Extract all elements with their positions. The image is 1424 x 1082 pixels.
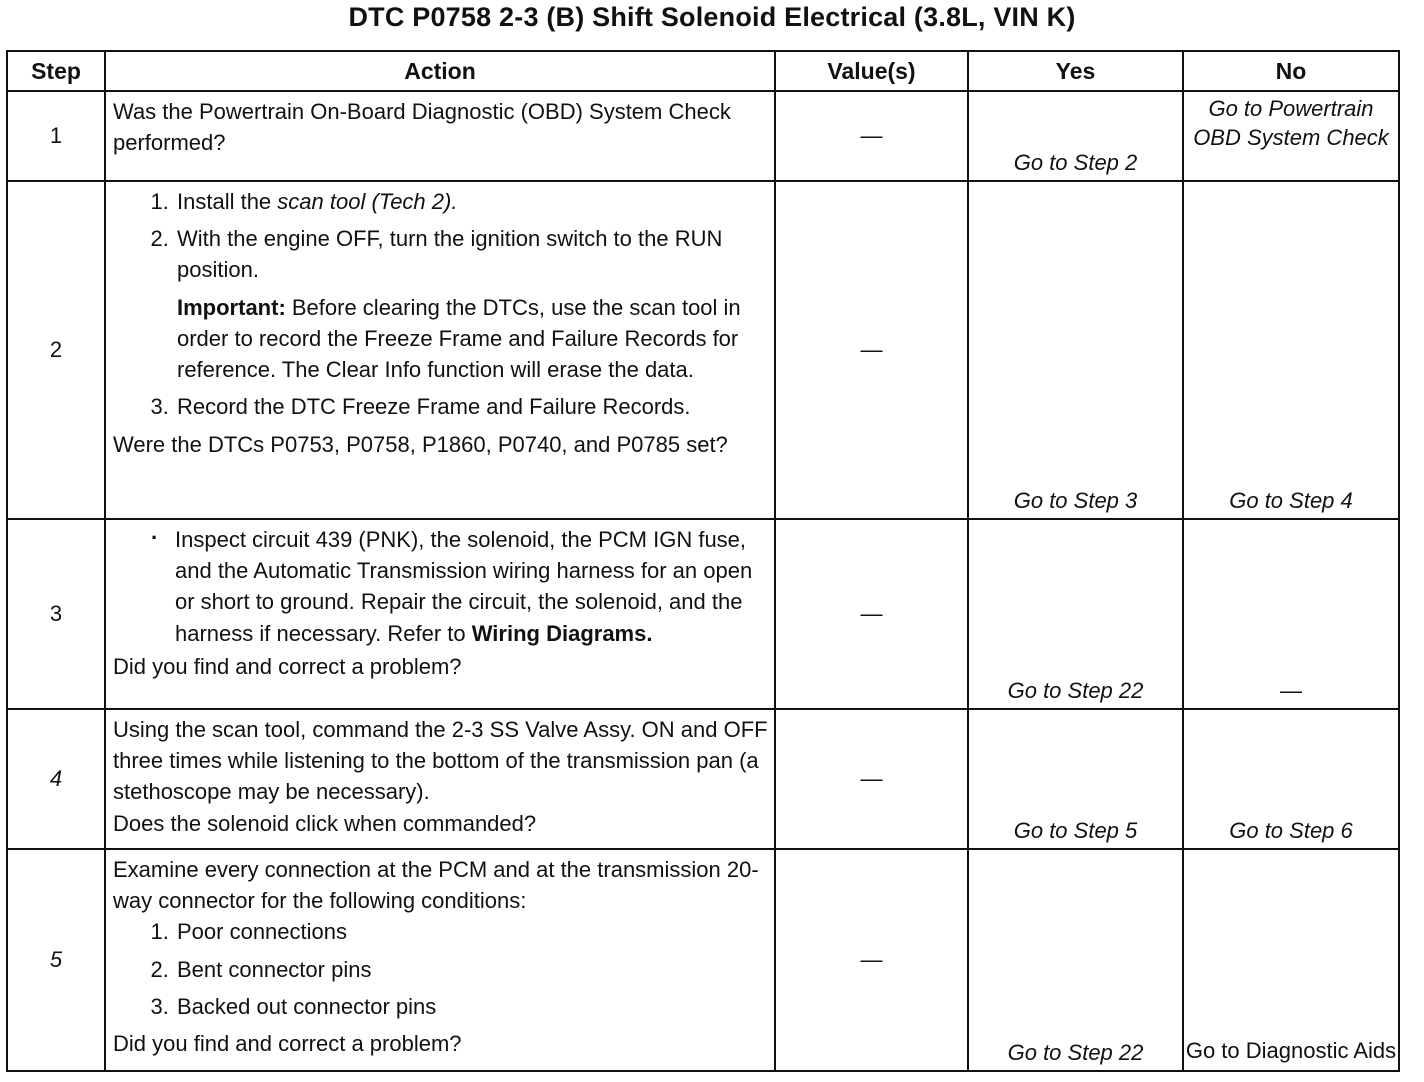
table-row	[7, 181, 1399, 519]
value-cell	[775, 849, 968, 1071]
page-title: DTC P0758 2-3 (B) Shift Solenoid Electrical (3.8L, VIN K)	[348, 2, 1076, 32]
action-cell	[105, 709, 775, 849]
action-cell	[105, 519, 775, 709]
step-number: 5	[7, 849, 105, 1071]
header-action: Action	[105, 51, 775, 91]
table-header-row	[7, 51, 1399, 91]
action-cell	[105, 181, 775, 519]
yes-cell: Go to Step 22	[968, 849, 1183, 1071]
value-cell	[775, 519, 968, 709]
value-dash: —	[860, 123, 883, 148]
action-step: 2. With the engine OFF, turn the ignition switch to the RUN position.	[175, 223, 768, 285]
header-no: No	[1183, 51, 1399, 91]
no-dash: —	[1280, 678, 1302, 703]
header-values: Value(s)	[775, 51, 968, 91]
value-dash: —	[860, 337, 883, 362]
step-number: 4	[7, 709, 105, 849]
important-note: Important: Before clearing the DTCs, use the scan tool in order to record the Freeze Frame and Failure Records for reference. The Clear Info function will erase the data.	[177, 294, 741, 383]
action-question: Does the solenoid click when commanded?	[113, 810, 537, 836]
step-number: 2	[7, 181, 105, 519]
no-cell	[1183, 519, 1399, 709]
value-dash: —	[860, 766, 883, 791]
action-question: Were the DTCs P0753, P0758, P1860, P0740, and P0785 set?	[113, 431, 728, 457]
table-row	[7, 709, 1399, 849]
action-question: Did you find and correct a problem?	[113, 1031, 462, 1057]
no-cell: Go to Step 6	[1183, 709, 1399, 849]
action-bullet: · Inspect circuit 439 (PNK), the solenoid, the PCM IGN fuse, and the Automatic Transmission wiring harness for an open or short to ground. Repair the circuit, the solenoid, and the harness if necessary. Refer to Wiring Diagrams.	[175, 524, 768, 649]
yes-cell: Go to Step 2	[968, 91, 1183, 181]
action-step: 3. Record the DTC Freeze Frame and Failure Records.	[175, 391, 768, 422]
action-step: 2. Bent connector pins	[175, 954, 768, 985]
action-step: 1. Poor connections	[175, 916, 768, 947]
header-step: Step	[7, 51, 105, 91]
action-steps	[113, 186, 768, 286]
action-step: 3. Backed out connector pins	[175, 991, 768, 1022]
action-cell	[105, 849, 775, 1071]
step-number: 3	[7, 519, 105, 709]
action-question: Did you find and correct a problem?	[113, 653, 462, 679]
action-text: Examine every connection at the PCM and at the transmission 20-way connector for the following conditions:	[113, 857, 759, 914]
yes-cell: Go to Step 5	[968, 709, 1183, 849]
value-cell	[775, 709, 968, 849]
action-steps	[113, 916, 768, 1022]
no-cell: Go to Step 4	[1183, 181, 1399, 519]
action-cell	[105, 91, 775, 181]
table-row	[7, 91, 1399, 181]
no-cell: Go to Diagnostic Aids	[1183, 849, 1399, 1071]
table-row	[7, 849, 1399, 1071]
value-cell	[775, 181, 968, 519]
value-dash: —	[860, 947, 883, 972]
action-step: 1. Install the scan tool (Tech 2).	[175, 186, 768, 217]
yes-cell: Go to Step 3	[968, 181, 1183, 519]
diagnostic-table	[6, 50, 1400, 1072]
action-text: Was the Powertrain On-Board Diagnostic (OBD) System Check performed?	[113, 99, 731, 156]
header-yes: Yes	[968, 51, 1183, 91]
value-dash: —	[860, 601, 883, 626]
table-row	[7, 519, 1399, 709]
action-steps	[113, 391, 768, 422]
step-number: 1	[7, 91, 105, 181]
value-cell	[775, 91, 968, 181]
yes-cell: Go to Step 22	[968, 519, 1183, 709]
action-bullets	[113, 524, 768, 649]
no-cell: Go to Powertrain OBD System Check	[1183, 91, 1399, 181]
action-text: Using the scan tool, command the 2-3 SS Valve Assy. ON and OFF three times while listening to the bottom of the transmission pan (a stethoscope may be necessary).	[113, 717, 768, 805]
